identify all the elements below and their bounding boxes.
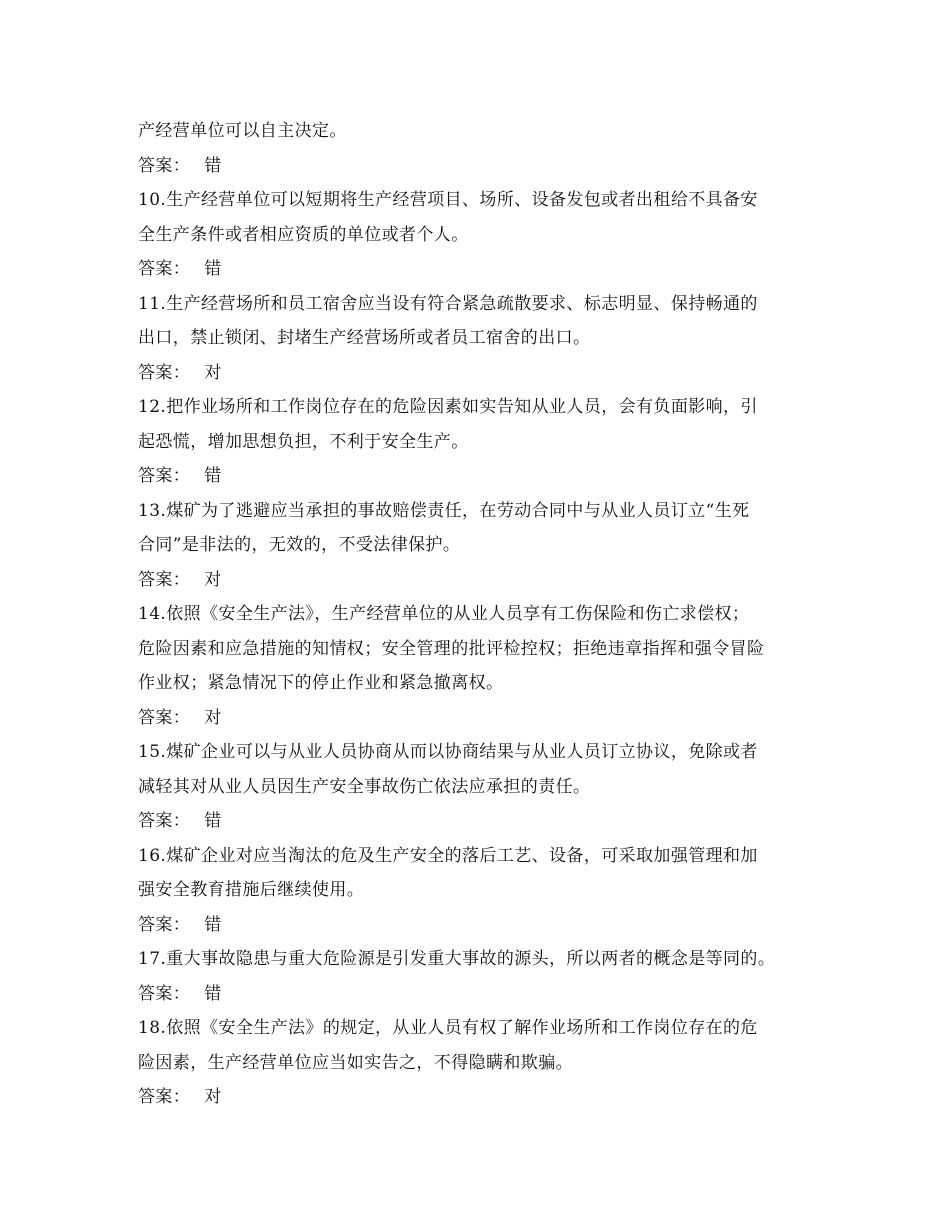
answer-value: 对 [204, 569, 222, 590]
question-item [138, 942, 818, 1011]
question-item [138, 735, 818, 839]
answer-label: 答案： [138, 362, 191, 383]
question-text-line: 15.煤矿企业可以与从业人员协商从而以协商结果与从业人员订立协议，免除或者 [138, 742, 758, 762]
question-text-line: 18.依照《安全生产法》的规定，从业人员有权了解作业场所和工作岗位存在的危 [138, 1018, 758, 1038]
answer-line [138, 149, 818, 184]
answer-label: 答案： [138, 707, 191, 728]
answer-value: 对 [204, 362, 222, 383]
answer-line [138, 252, 818, 287]
answer-value: 错 [204, 466, 222, 486]
question-text-line: 起恐慌，增加思想负担，不利于安全生产。 [138, 431, 469, 452]
question-text-line: 危险因素和应急措施的知情权；安全管理的批评检控权；拒绝违章指挥和强令冒险 [138, 638, 765, 659]
answer-value: 错 [204, 811, 222, 831]
document-page [138, 114, 818, 1115]
answer-value: 对 [204, 1087, 222, 1107]
answer-line [138, 701, 818, 736]
answer-label: 答案： [138, 569, 191, 590]
question-text-line: 14.依照《安全生产法》，生产经营单位的从业人员享有工伤保险和伤亡求偿权； [138, 604, 750, 624]
question-text-line: 10.生产经营单位可以短期将生产经营项目、场所、设备发包或者出租给不具备安 [138, 190, 758, 210]
question-text-line: 作业权；紧急情况下的停止作业和紧急撤离权。 [138, 673, 504, 693]
question-item [138, 1011, 818, 1115]
question-text-line: 全生产条件或者相应资质的单位或者个人。 [138, 224, 469, 245]
question-text-line: 13.煤矿为了逃避应当承担的事故赔偿责任，在劳动合同中与从业人员订立“生死 [138, 500, 750, 521]
question-item [138, 287, 818, 391]
answer-label: 答案： [138, 466, 191, 486]
answer-value: 错 [204, 155, 222, 176]
question-text-line: 强安全教育措施后继续使用。 [138, 880, 365, 900]
answer-value: 错 [204, 914, 222, 935]
answer-line [138, 804, 818, 839]
question-text-line: 17.重大事故隐患与重大危险源是引发重大事故的源头，所以两者的概念是等同的。 [138, 949, 776, 969]
question-item [138, 494, 818, 598]
answer-line [138, 356, 818, 391]
answer-line [138, 1080, 818, 1115]
answer-label: 答案： [138, 155, 191, 176]
answer-line [138, 908, 818, 943]
question-item [138, 183, 818, 287]
continuation-text: 产经营单位可以自主决定。 [138, 121, 347, 141]
question-text-line: 12.把作业场所和工作岗位存在的危险因素如实告知从业人员，会有负面影响，引 [138, 397, 758, 417]
answer-label: 答案： [138, 914, 191, 935]
answer-label: 答案： [138, 1087, 191, 1107]
answer-label: 答案： [138, 983, 191, 1004]
question-text-line: 11.生产经营场所和员工宿舍应当设有符合紧急疏散要求、标志明显、保持畅通的 [138, 293, 758, 314]
question-list [138, 183, 818, 1115]
question-text-line: 合同”是非法的，无效的，不受法律保护。 [138, 535, 461, 555]
answer-value: 错 [204, 259, 222, 279]
question-item [138, 390, 818, 494]
answer-line [138, 977, 818, 1012]
question-text-line: 险因素，生产经营单位应当如实告之，不得隐瞒和欺骗。 [138, 1052, 573, 1073]
answer-label: 答案： [138, 259, 191, 279]
answer-line [138, 459, 818, 494]
question-text-line: 出口，禁止锁闭、封堵生产经营场所或者员工宿舍的出口。 [138, 328, 591, 348]
question-item [138, 839, 818, 943]
answer-value: 错 [204, 983, 222, 1004]
question-text-line: 16.煤矿企业对应当淘汰的危及生产安全的落后工艺、设备，可采取加强管理和加 [138, 845, 758, 866]
question-text-line: 减轻其对从业人员因生产安全事故伤亡依法应承担的责任。 [138, 776, 591, 797]
question-item [138, 597, 818, 735]
answer-value: 对 [204, 707, 222, 728]
answer-line [138, 563, 818, 598]
answer-label: 答案： [138, 811, 191, 831]
